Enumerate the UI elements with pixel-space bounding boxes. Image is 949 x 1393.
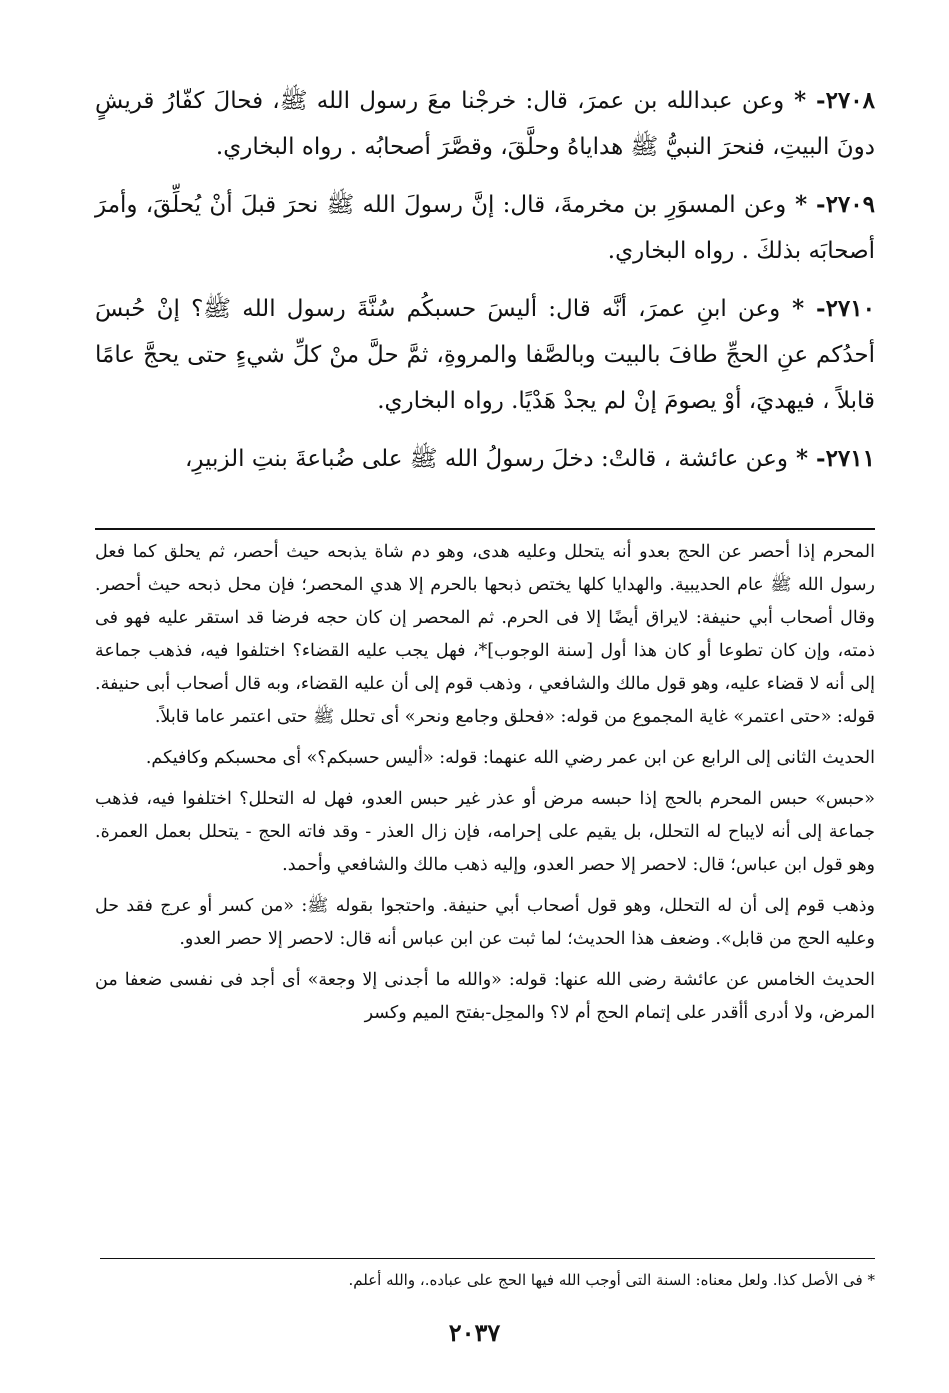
commentary-paragraph: المحرم إذا أحصر عن الحج بعدو أنه يتحلل وعليه هدى، وهو دم شاة يذبحه حيث أحصر، ثم يحلق كما فعل رسول الله ﷺ عام الحديبية. والهدايا كلها يختص ذبحها بالحرم إلا هدي المحصر؛ فإن محل ذبحه حيث أحصر. وقال أصحاب أبي حنيفة: لايراق أيضًا إلا فى الحرم. ثم المحصر إن كان حجه فرضا قد استقر عليه فهو فى ذمته، وإن كان تطوعا أو كان هذا أول [سنة الوجوب]*، فهل يجب عليه القضاء؟ اختلفوا فيه، فذهب جماعة إلى أنه لا قضاء عليه، وهو قول مالك والشافعي ، وذهب قوم إلى أن عليه القضاء، وبه قال أصحاب أبى حنيفة. قوله: «حتى اعتمر» غاية المجموع من قوله: «فحلق وجامع ونحر» أى تحلل ﷺ حتى اعتمر عاما قابلاً. [95, 542, 875, 727]
footnote-divider [100, 1258, 875, 1259]
hadith-2710 [95, 286, 875, 424]
hadith-section [95, 78, 875, 494]
hadith-2709 [95, 182, 875, 274]
commentary-paragraph: «حبس» حبس المحرم بالحج إذا حبسه مرض أو عذر غير حبس العدو، فهل له التحلل؟ اختلفوا فيه، فذهب جماعة إلى أنه لايباح له التحلل، بل يقيم على إحرامه، فإن زال العذر - وقد فاته الحج - يتحلل بعمل العمرة. وهو قول ابن عباس؛ قال: لاحصر إلا حصر العدو، وإليه ذهب مالك والشافعي وأحمد. [95, 789, 875, 875]
commentary-paragraph: وذهب قوم إلى أن له التحلل، وهو قول أصحاب أبي حنيفة. واحتجوا بقوله ﷺ: «من كسر أو عرج فقد حل وعليه الحج من قابل». وضعف هذا الحديث؛ لما ثبت عن ابن عباس أنه قال: لاحصر إلا حصر العدو. [95, 896, 875, 949]
hadith-2708 [95, 78, 875, 170]
hadith-number: ٢٧١٠- * [780, 295, 875, 322]
hadith-text: وعن عائشة ، قالتْ: دخلَ رسولُ الله ﷺ على ضُباعةَ بنتِ الزبيرِ، [184, 446, 788, 472]
hadith-text: وعن ابنِ عمرَ، أنَّه قال: أليسَ حسبكُم سُنَّةَ رسول الله ﷺ؟ إنْ حُبسَ أحدُكم عنِ الحجِّ طافَ بالبيت وبالصَّفا والمروةِ، ثمَّ حلَّ منْ كلِّ شيءٍ حتى يحجَّ عامًا قابلاً ، فيهديَ، أوْ يصومَ إنْ لم يجدْ هَدْيًا. رواه البخاري. [95, 296, 875, 414]
commentary-paragraph: الحديث الخامس عن عائشة رضى الله عنها: قوله: «والله ما أجدنى إلا وجعة» أى أجد فى نفسى ضعفا من المرض، ولا أدرى أأقدر على إتمام الحج أم لا؟ والمحِل-بفتح الميم وكسر [95, 970, 875, 1023]
commentary-paragraph: الحديث الثانى إلى الرابع عن ابن عمر رضي الله عنهما: قوله: «أليس حسبكم؟» أى محسبكم وكافيكم. [145, 748, 875, 768]
commentary-section [95, 536, 875, 1038]
hadith-text: وعن المسوَرِ بن مخرمةَ، قال: إنَّ رسولَ الله ﷺ نحرَ قبلَ أنْ يُحلِّقَ، وأمرَ أصحابَه بذلكَ . رواه البخاري. [95, 192, 875, 264]
hadith-number: ٢٧١١- * [787, 445, 875, 472]
hadith-2711 [95, 436, 875, 482]
hadith-number: ٢٧٠٩- * [786, 191, 875, 218]
hadith-text: وعن عبدالله بن عمرَ، قال: خرجْنا معَ رسول الله ﷺ، فحالَ كفّارُ قريشٍ دونَ البيتِ، فنحرَ النبيُّ ﷺ هداياهُ وحلَّقَ، وقصَّرَ أصحابُه . رواه البخاري. [95, 88, 875, 160]
footnote: * فى الأصل كذا. ولعل معناه: السنة التى أوجب الله فيها الحج على عباده.، والله أعلم. [348, 1271, 875, 1289]
hadith-number: ٢٧٠٨- * [784, 87, 875, 114]
section-divider [95, 528, 875, 530]
page-number: ٢٠٣٧ [448, 1318, 501, 1347]
